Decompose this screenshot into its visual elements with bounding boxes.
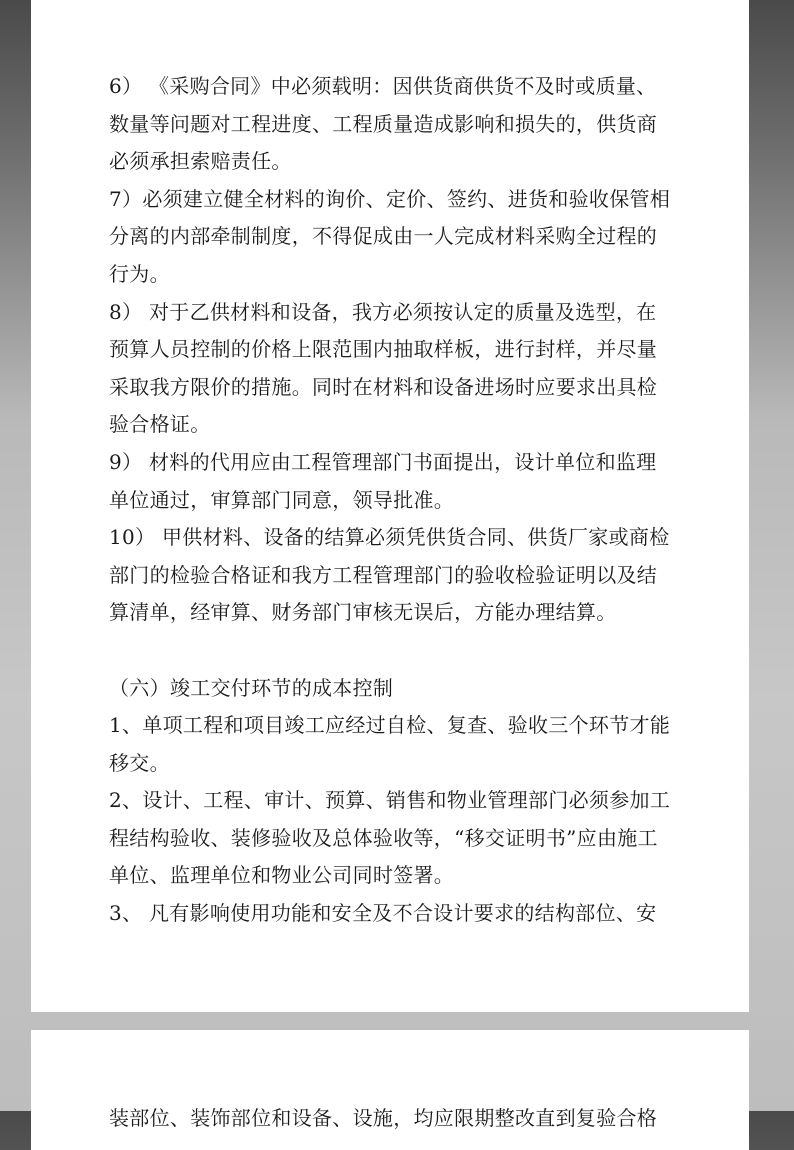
text-line: 移交。 bbox=[109, 750, 170, 775]
text-line: 必须承担索赔责任。 bbox=[109, 149, 292, 174]
text-line: 分离的内部牵制制度，不得促成由一人完成材料采购全过程的 bbox=[109, 224, 658, 249]
page-2-body-text bbox=[109, 1100, 699, 1138]
text-line: 部门的检验合格证和我方工程管理部门的验收检验证明以及结 bbox=[109, 562, 658, 587]
text-line: 采取我方限价的措施。同时在材料和设备进场时应要求出具检 bbox=[109, 374, 658, 399]
text-line: 单位、监理单位和物业公司同时签署。 bbox=[109, 863, 455, 888]
text-line: 数量等问题对工程进度、工程质量造成影响和损失的，供货商 bbox=[109, 111, 658, 136]
text-line: 8） 对于乙供材料和设备，我方必须按认定的质量及选型，在 bbox=[109, 299, 657, 324]
text-line: 验合格证。 bbox=[109, 412, 211, 437]
text-line: 3、 凡有影响使用功能和安全及不合设计要求的结构部位、安 bbox=[109, 901, 657, 926]
text-line: 预算人员控制的价格上限范围内抽取样板，进行封样，并尽量 bbox=[109, 337, 658, 362]
document-page-1 bbox=[31, 0, 749, 1012]
text-line: 2、设计、工程、审计、预算、销售和物业管理部门必须参加工 bbox=[109, 788, 671, 813]
text-line: 行为。 bbox=[109, 261, 170, 286]
text-line: 单位通过，审算部门同意，领导批准。 bbox=[109, 487, 455, 512]
text-line: 算清单，经审算、财务部门审核无误后，方能办理结算。 bbox=[109, 600, 617, 625]
blank-line bbox=[109, 632, 699, 670]
page-1-body-text bbox=[109, 68, 699, 933]
text-line: 装部位、装饰部位和设备、设施，均应限期整改直到复验合格 bbox=[109, 1106, 658, 1130]
text-line: 10） 甲供材料、设备的结算必须凭供货合同、供货厂家或商检 bbox=[109, 525, 670, 550]
text-line: 7）必须建立健全材料的询价、定价、签约、进货和验收保管相 bbox=[109, 186, 671, 211]
document-page-2 bbox=[31, 1030, 749, 1150]
text-line: 9） 材料的代用应由工程管理部门书面提出，设计单位和监理 bbox=[109, 449, 657, 474]
text-line: 程结构验收、装修验收及总体验收等，“移交证明书”应由施工 bbox=[109, 825, 658, 850]
text-line: 6） 《采购合同》中必须载明：因供货商供货不及时或质量、 bbox=[109, 74, 657, 98]
text-line: 1、单项工程和项目竣工应经过自检、复查、验收三个环节才能 bbox=[109, 713, 671, 738]
section-heading: （六）竣工交付环节的成本控制 bbox=[109, 675, 394, 700]
